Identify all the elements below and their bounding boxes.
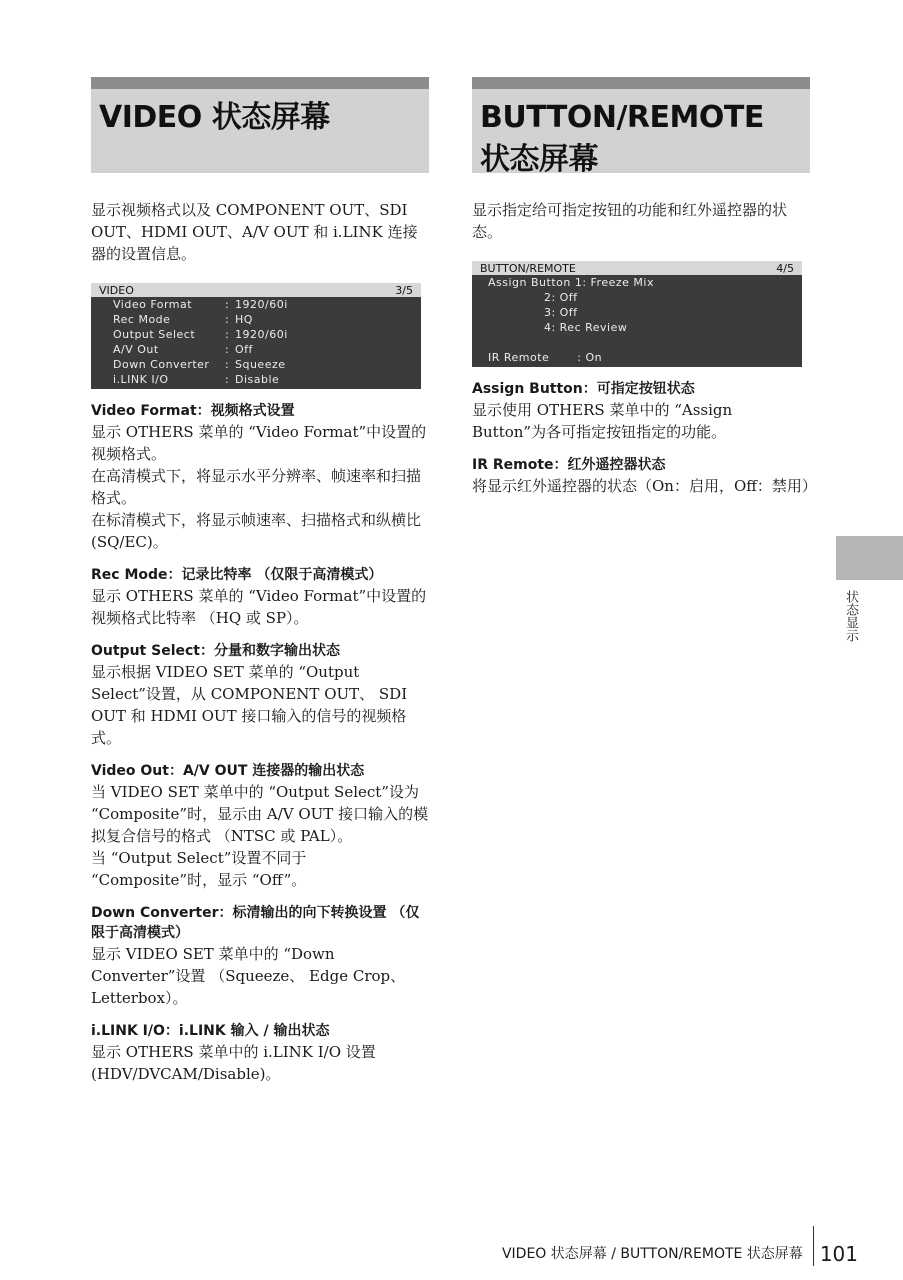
- screen-row-key: Rec Mode: [113, 313, 171, 326]
- button-remote-screen-title: BUTTON/REMOTE: [480, 262, 576, 275]
- screen-row: [91, 357, 421, 372]
- screen-row-key: Video Format: [113, 298, 193, 311]
- running-title: VIDEO 状态屏幕 / BUTTON/REMOTE 状态屏幕: [501, 1246, 803, 1262]
- item-paragraph: 将显示红外遥控器的状态（On：启用，Off：禁用）: [472, 477, 817, 495]
- description-item: [91, 401, 429, 553]
- screen-row-key: i.LINK I/O: [113, 373, 169, 386]
- screen-row-separator: :: [225, 328, 230, 341]
- button-remote-screen-header: [472, 261, 802, 275]
- video-screen-header: [91, 283, 421, 297]
- screen-line: 3: Off: [480, 306, 578, 319]
- button-remote-status-screen: [472, 261, 802, 367]
- item-paragraph: 显示使用 OTHERS 菜单中的 “Assign Button”为各可指定按钮指定的功能。: [472, 401, 733, 441]
- screen-row-key: Output Select: [113, 328, 196, 341]
- item-paragraph: 显示根据 VIDEO SET 菜单的 “Output Select”设置，从 COMPONENT OUT、 SDI OUT 和 HDMI OUT 接口输入的信号的视频格式。: [91, 663, 408, 747]
- screen-line: Assign Button 1: Freeze Mix: [480, 276, 654, 289]
- item-paragraph: 显示 OTHERS 菜单的 “Video Format”中设置的视频格式。: [91, 423, 427, 463]
- description-item: [472, 379, 810, 443]
- screen-row-value: 1920/60i: [235, 328, 288, 341]
- video-screen-page: 3/5: [395, 284, 413, 297]
- screen-row-separator: :: [225, 358, 230, 371]
- screen-row: [91, 327, 421, 342]
- button-remote-items: [472, 379, 817, 497]
- description-item: [91, 641, 429, 749]
- description-item: [91, 1021, 429, 1085]
- button-remote-section: [472, 77, 817, 497]
- side-tab-marker: [836, 536, 903, 580]
- screen-line: [472, 335, 802, 350]
- description-item: [91, 761, 429, 891]
- side-tab-label: 状态显示: [843, 590, 858, 642]
- screen-row: [91, 342, 421, 357]
- description-item: [91, 565, 429, 629]
- item-paragraph: 在高清模式下，将显示水平分辨率、帧速率和扫描格式。: [91, 467, 422, 507]
- screen-row-separator: :: [225, 343, 230, 356]
- item-paragraph: 当 VIDEO SET 菜单中的 “Output Select”设为 “Composite”时，显示由 A/V OUT 接口输入的模拟复合信号的格式 （NTSC 或 PAL）。: [91, 783, 429, 845]
- video-section-intro: 显示视频格式以及 COMPONENT OUT、SDI OUT、HDMI OUT、A/V OUT 和 i.LINK 连接器的设置信息。: [91, 201, 418, 263]
- item-paragraph: 在标清模式下，将显示帧速率、扫描格式和纵横比 (SQ/EC)。: [91, 511, 422, 551]
- screen-row-separator: :: [225, 298, 230, 311]
- page-number: 101: [819, 1242, 858, 1266]
- screen-line: IR Remote : On: [480, 351, 603, 364]
- button-remote-section-intro: 显示指定给可指定按钮的功能和红外遥控器的状态。: [472, 201, 788, 241]
- item-heading: Output Select：分量和数字输出状态: [91, 643, 340, 659]
- item-paragraph: 当 “Output Select”设置不同于 “Composite”时，显示 “Off”。: [91, 849, 307, 889]
- item-heading: i.LINK I/O：i.LINK 输入 / 输出状态: [91, 1023, 330, 1039]
- item-paragraph: 显示 VIDEO SET 菜单中的 “Down Converter”设置 （Squeeze、 Edge Crop、Letterbox）。: [91, 945, 406, 1007]
- screen-row-value: Squeeze: [235, 358, 286, 371]
- button-remote-screen-page: 4/5: [776, 262, 794, 275]
- screen-row-separator: :: [225, 313, 230, 326]
- screen-row-value: HQ: [235, 313, 253, 326]
- item-heading: Rec Mode：记录比特率 （仅限于高清模式）: [91, 567, 383, 583]
- screen-row-value: Disable: [235, 373, 280, 386]
- video-section: [91, 77, 429, 1085]
- screen-row: [91, 312, 421, 327]
- video-status-screen: [91, 283, 421, 389]
- item-paragraph: 显示 OTHERS 菜单中的 i.LINK I/O 设置 (HDV/DVCAM/Disable)。: [91, 1043, 376, 1083]
- video-section-heading: VIDEO 状态屏幕: [91, 77, 429, 173]
- screen-line: 4: Rec Review: [480, 321, 628, 334]
- screen-row: [91, 372, 421, 387]
- screen-row-value: 1920/60i: [235, 298, 288, 311]
- screen-row-key: Down Converter: [113, 358, 210, 371]
- page-footer: [440, 1226, 858, 1266]
- screen-row-separator: :: [225, 373, 230, 386]
- video-items: [91, 401, 429, 1085]
- screen-row-key: A/V Out: [113, 343, 159, 356]
- screen-row-value: Off: [235, 343, 253, 356]
- screen-line: 2: Off: [480, 291, 578, 304]
- video-screen-body: [91, 297, 421, 389]
- screen-row: [91, 297, 421, 312]
- description-item: [91, 903, 429, 1009]
- video-screen-title: VIDEO: [99, 284, 134, 297]
- item-heading: Assign Button：可指定按钮状态: [472, 381, 695, 397]
- footer-divider: [813, 1226, 814, 1266]
- item-heading: Video Format：视频格式设置: [91, 403, 295, 419]
- item-heading: Down Converter：标清输出的向下转换设置 （仅限于高清模式）: [91, 905, 420, 941]
- item-heading: Video Out：A/V OUT 连接器的输出状态: [91, 763, 365, 779]
- button-remote-screen-body: [472, 275, 802, 367]
- button-remote-section-heading: BUTTON/REMOTE 状态屏幕: [472, 77, 810, 173]
- item-heading: IR Remote：红外遥控器状态: [472, 457, 666, 473]
- description-item: [472, 455, 817, 497]
- item-paragraph: 显示 OTHERS 菜单的 “Video Format”中设置的视频格式比特率 （HQ 或 SP）。: [91, 587, 427, 627]
